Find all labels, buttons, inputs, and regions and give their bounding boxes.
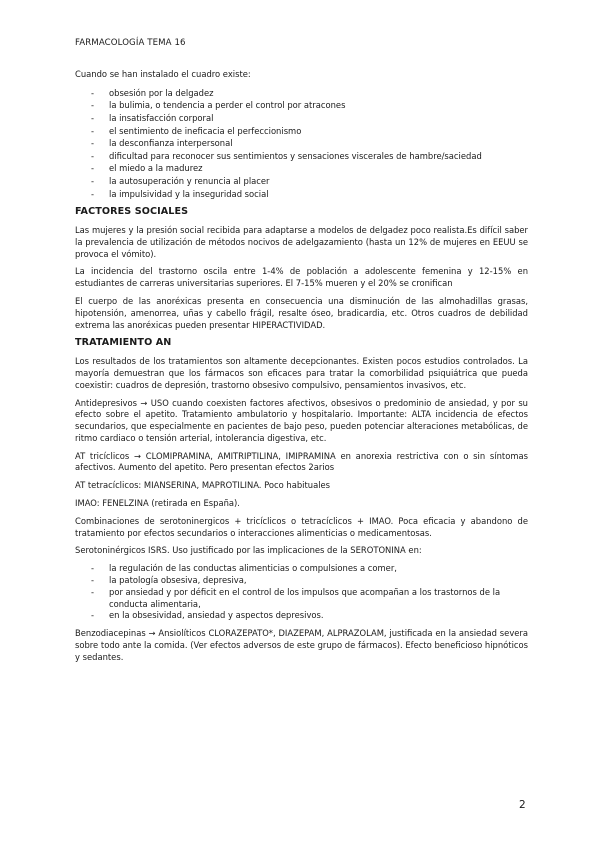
list-item: - la regulación de las conductas alimenticias o compulsiones a comer, [75,563,528,575]
list-item: - la autosuperación y renuncia al placer [75,175,528,188]
paragraph: IMAO: FENELZINA (retirada en España). [75,498,240,509]
list-item: - la patología obsesiva, depresiva, [75,575,528,587]
list-item: - la desconfianza interpersonal [75,137,528,150]
list-item: - el miedo a la madurez [75,162,528,175]
page-content [75,69,528,670]
list-item: - obsesión por la delgadez [75,87,528,100]
list-item: - dificultad para reconocer sus sentimientos y sensaciones viscerales de hambre/saciedad [75,150,528,163]
paragraph: Benzodiacepinas → Ansiolíticos CLORAZEPATO*, DIAZEPAM, ALPRAZOLAM, justificada en la ansiedad severa sobre todo ante la comida. (Ver efectos adversos de este grupo de fármacos). Efecto beneficioso hipnóticos y sedantes. [75,628,528,662]
list-item: - la bulimia, o tendencia a perder el control por atracones [75,99,528,112]
intro-text: Cuando se han instalado el cuadro existe: [75,69,251,79]
paragraph: AT tetracíclicos: MIANSERINA, MAPROTILINA. Poco habituales [75,480,331,491]
list-item: - la insatisfacción corporal [75,112,528,125]
paragraph: Las mujeres y la presión social recibida para adaptarse a modelos de delgadez poco realista.Es difícil saber la prevalencia de utilización de métodos nocivos de adelgazamiento (hasta un 12% de mujeres en EEUU se provoca el vómito). [75,224,528,259]
paragraph: AT tricíclicos → CLOMIPRAMINA, AMITRIPTILINA, IMIPRAMINA en anorexia restrictiva con o sin síntomas afectivos. Aumento del apetito. Pero presentan efectos 2arios [75,450,528,473]
list-item: - el sentimiento de ineficacia el perfeccionismo [75,125,528,138]
paragraph: Los resultados de los tratamientos son altamente decepcionantes. Existen pocos estudios controlados. La mayoría demuestran que los fármacos son eficaces para tratar la comorbilidad psiquiátrica que pueda coexistir: cuadros de depresión, trastorno obsesivo compulsivo, pensamientos invasivos, etc. [75,356,528,390]
list-item: - en la obsesividad, ansiedad y aspectos depresivos. [75,610,528,622]
serotonin-list [75,563,528,622]
paragraph: Serotoninérgicos ISRS. Uso justificado por las implicaciones de la SEROTONINA en: [75,545,422,556]
page-header: FARMACOLOGÍA TEMA 16 [75,38,186,48]
section-heading-social: FACTORES SOCIALES [75,206,189,218]
symptom-list [75,87,528,200]
section-heading-treatment: TRATAMIENTO AN [75,337,172,349]
page-number: 2 [519,799,526,811]
paragraph: El cuerpo de las anoréxicas presenta en consecuencia una disminución de las almohadillas grasas, hipotensión, amenorrea, uñas y cabello frágil, resalte óseo, bradicardia, etc. Otros cuadros de debilidad extrema las anoréxicas pueden presentar HIPERACTIVIDAD. [75,295,528,330]
list-item: - la impulsividad y la inseguridad social [75,188,528,201]
paragraph: La incidencia del trastorno oscila entre 1-4% de población a adolescente femenina y 12-15% en estudiantes de carreras universitarias superiores. El 7-15% mueren y el 20% se cronifican [75,266,528,289]
paragraph: Antidepresivos → USO cuando coexisten factores afectivos, obsesivos o predominio de ansiedad, y por su efecto sobre el apetito. Tratamiento ambulatorio y hospitalario. Importante: ALTA incidencia de efectos secundarios, que especialmente en pacientes de bajo peso, pueden potenciar alteraciones metabólicas, de ritmo cardiaco o tensión arterial, intolerancia digestiva, etc. [75,397,528,443]
paragraph: Combinaciones de serotoninergicos + tricíclicos o tetracíclicos + IMAO. Poca eficacia y abandono de tratamiento por efectos secundarios o interacciones alimenticias o medicamentosas. [75,515,528,538]
list-item: - por ansiedad y por déficit en el control de los impulsos que acompañan a los trastornos de la conducta alimentaria, [75,587,528,611]
